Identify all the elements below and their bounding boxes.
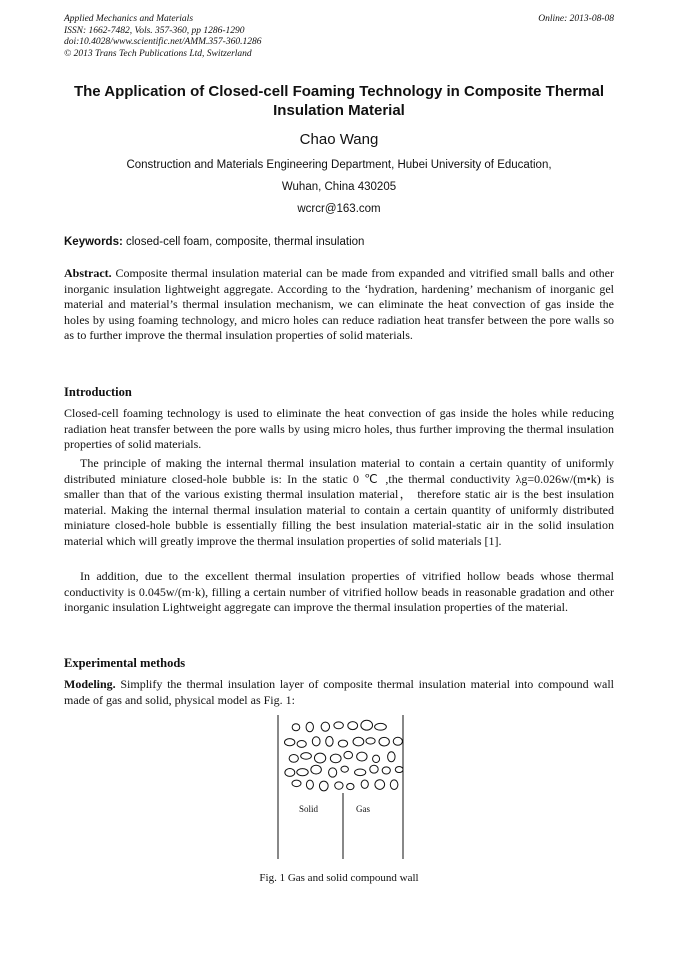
abstract bbox=[64, 266, 614, 344]
introduction-paragraph-2: The principle of making the internal thermal insulation material to contain a certain quantity of uniformly distributed miniature closed-hole bubble is: In the static 0 ℃ ,the thermal conductivity λg=0.026w/(m•k) is smaller than that of the various existing thermal insulation material， therefore static air is the best insulation material. Making the internal thermal insulation material to contain a certain quantity of uniformly distributed miniature closed-hole bubble is essentially filling the best insulation material-static air in the solid insulation material which will greatly improve the thermal insulation properties of solid materials [1]. bbox=[64, 456, 614, 548]
bubble bbox=[285, 769, 295, 777]
bubble bbox=[297, 769, 308, 776]
keywords bbox=[64, 236, 364, 248]
abstract-text: Composite thermal insulation material can be made from expanded and vitrified small balls and other inorganic insulation lightweight aggregate. According to the ‘hydration, hardening’ mechanism of inorganic gel material and material’s thermal insulation mechanism, we can eliminate the heat convection of gas inside the holes by using foaming technology, and micro holes can reduce radiation heat transfer between the pore walls so as to further improve the thermal insulation properties of solid materials. bbox=[64, 266, 614, 343]
introduction-paragraph-1: Closed-cell foaming technology is used to eliminate the heat convection of gas inside the holes while reducing radiation heat transfer between the pore walls by using micro holes, thus further improving the thermal insulation properties of solid materials. bbox=[64, 406, 614, 452]
bubble bbox=[357, 752, 367, 761]
bubble bbox=[319, 781, 328, 791]
journal-name: Applied Mechanics and Materials bbox=[64, 14, 194, 24]
bubble bbox=[321, 722, 329, 731]
bubble-cluster bbox=[284, 720, 403, 791]
bubble bbox=[375, 780, 385, 790]
affiliation-line-2: Wuhan, China 430205 bbox=[281, 181, 397, 193]
bubble bbox=[334, 722, 343, 729]
bubble bbox=[390, 780, 398, 790]
keywords-label: Keywords: bbox=[64, 236, 123, 248]
bubble bbox=[395, 767, 403, 773]
bubble bbox=[312, 737, 320, 746]
bubble bbox=[355, 769, 366, 776]
bubble bbox=[370, 765, 378, 773]
bubble bbox=[335, 782, 343, 789]
bubble bbox=[366, 738, 375, 744]
author-email: wcrcr@163.com bbox=[297, 203, 381, 215]
keywords-text: closed-cell foam, composite, thermal insulation bbox=[126, 236, 365, 248]
bubble bbox=[341, 766, 348, 772]
bubble bbox=[292, 724, 300, 731]
bubble bbox=[361, 780, 368, 788]
bubble bbox=[314, 753, 325, 763]
bubble bbox=[326, 737, 333, 747]
experimental-heading: Experimental methods bbox=[64, 656, 186, 670]
bubble bbox=[297, 740, 306, 747]
bubble bbox=[284, 739, 294, 746]
abstract-label: Abstract. bbox=[64, 266, 112, 280]
page-header bbox=[64, 14, 614, 60]
bubble bbox=[292, 780, 301, 786]
figure-1 bbox=[270, 713, 410, 861]
bubble bbox=[361, 720, 373, 730]
gas-label: Gas bbox=[356, 804, 370, 814]
bubble bbox=[289, 754, 298, 762]
modeling-label: Modeling. bbox=[64, 677, 116, 691]
author-name: Chao Wang bbox=[299, 131, 379, 148]
copyright-line: © 2013 Trans Tech Publications Ltd, Switzerland bbox=[64, 48, 252, 59]
paper-title: The Application of Closed-cell Foaming Technology in Composite Thermal Insulation Material bbox=[73, 83, 605, 119]
modeling-text: Simplify the thermal insulation layer of composite thermal insulation material into compound wall made of gas and solid, physical model as Fig. 1: bbox=[64, 677, 615, 707]
bubble bbox=[344, 751, 353, 758]
bubble bbox=[393, 737, 402, 745]
doi-line: doi:10.4028/www.scientific.net/AMM.357-360.1286 bbox=[64, 37, 262, 47]
online-date: Online: 2013-08-08 bbox=[538, 14, 614, 24]
bubble bbox=[379, 737, 389, 746]
bubble bbox=[329, 768, 337, 777]
compound-wall-diagram bbox=[270, 713, 410, 861]
bubble bbox=[382, 767, 390, 774]
bubble bbox=[311, 765, 322, 774]
bubble bbox=[306, 780, 313, 789]
affiliation-line-1: Construction and Materials Engineering Department, Hubei University of Education, bbox=[126, 159, 552, 171]
bubble bbox=[338, 740, 347, 747]
modeling-paragraph bbox=[64, 677, 614, 708]
solid-label: Solid bbox=[299, 804, 319, 814]
bubble bbox=[353, 737, 364, 746]
bubble bbox=[375, 723, 387, 730]
bubble bbox=[373, 755, 380, 762]
bubble bbox=[348, 722, 358, 730]
bubble bbox=[347, 783, 354, 789]
introduction-heading: Introduction bbox=[64, 385, 132, 399]
bubble bbox=[301, 753, 312, 760]
issn-line: ISSN: 1662-7482, Vols. 357-360, pp 1286-1290 bbox=[64, 25, 245, 36]
bubble bbox=[388, 752, 395, 762]
bubble bbox=[330, 754, 341, 763]
bubble bbox=[306, 722, 313, 732]
introduction-paragraph-3: In addition, due to the excellent thermal insulation properties of vitrified hollow beads whose thermal conductivity is 0.045w/(m·k), filling a certain number of vitrified hollow beads in reasonable gradation and other inorganic insulation Lightweight aggregate can improve the thermal insulation properties of the material. bbox=[64, 569, 614, 615]
figure-caption: Fig. 1 Gas and solid compound wall bbox=[259, 872, 419, 884]
